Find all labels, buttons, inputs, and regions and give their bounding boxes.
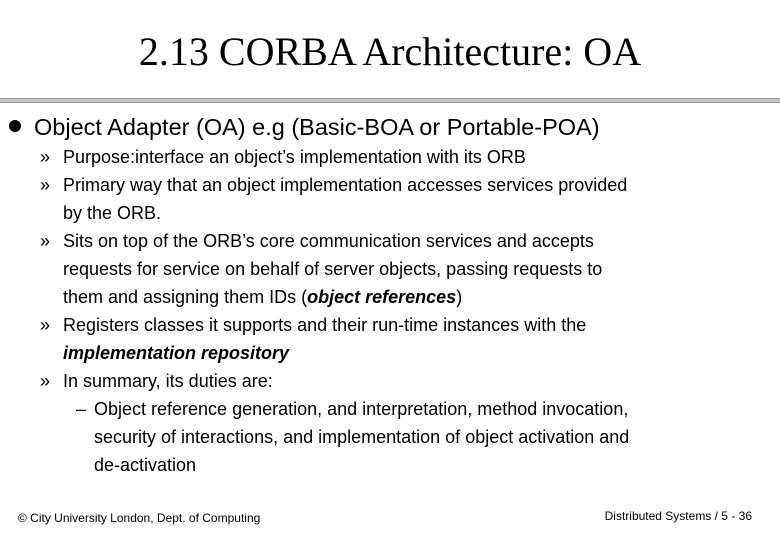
duties-text: Object reference generation, and interpretation, method invocation, (94, 399, 629, 419)
duties-text: security of interactions, and implementation of object activation and (94, 427, 630, 447)
sub-bullet-text: by the ORB. (63, 203, 162, 223)
sub-bullet-text: Primary way that an object implementation accesses services provided (63, 175, 628, 195)
sub-bullet-text: Purpose:interface an object’s implementation with its ORB (63, 147, 526, 167)
sub-bullet-list (40, 143, 770, 479)
emphasis-implementation-repository: implementation repository (63, 343, 290, 363)
slide-title: 2.13 CORBA Architecture: OA (138, 29, 642, 74)
sub-bullet-text: Sits on top of the ORB’s core communication services and accepts (63, 231, 594, 251)
sub-bullet-text-line (63, 283, 770, 311)
emphasis-object-references: object references (307, 287, 457, 307)
sub-bullet-marker: » (40, 315, 51, 335)
sub-bullet-marker: » (40, 147, 51, 167)
sub-bullet-marker: » (40, 175, 51, 195)
footer-page-number: Distributed Systems / 5 - 36 (604, 509, 752, 523)
sub-bullet-marker: » (40, 231, 51, 251)
sub-bullet-text: Registers classes it supports and their run-time instances with the (63, 315, 587, 335)
sub-bullet-purpose (40, 143, 770, 171)
bullet-dot-icon (9, 120, 21, 132)
sub-bullet-summary (40, 367, 770, 395)
footer-copyright: © City University London, Dept. of Computing (18, 511, 261, 525)
sub-bullet-text: requests for service on behalf of server objects, passing requests to (63, 259, 603, 279)
title-divider (0, 98, 780, 103)
sub-bullet-marker: » (40, 371, 51, 391)
sub-bullet-text: ) (456, 287, 463, 307)
sub-bullet-text: them and assigning them IDs ( (63, 287, 308, 307)
duties-text: de-activation (94, 455, 197, 475)
sub-sub-bullet-duties (40, 395, 770, 479)
sub-bullet-registers (40, 311, 770, 367)
sub-bullet-primary-way (40, 171, 770, 227)
dash-marker: – (76, 399, 87, 419)
main-bullet-text: Object Adapter (OA) e.g (Basic-BOA or Portable-POA) (34, 114, 600, 140)
sub-bullet-text: In summary, its duties are: (63, 371, 273, 391)
sub-bullet-sits-on-top (40, 227, 770, 311)
